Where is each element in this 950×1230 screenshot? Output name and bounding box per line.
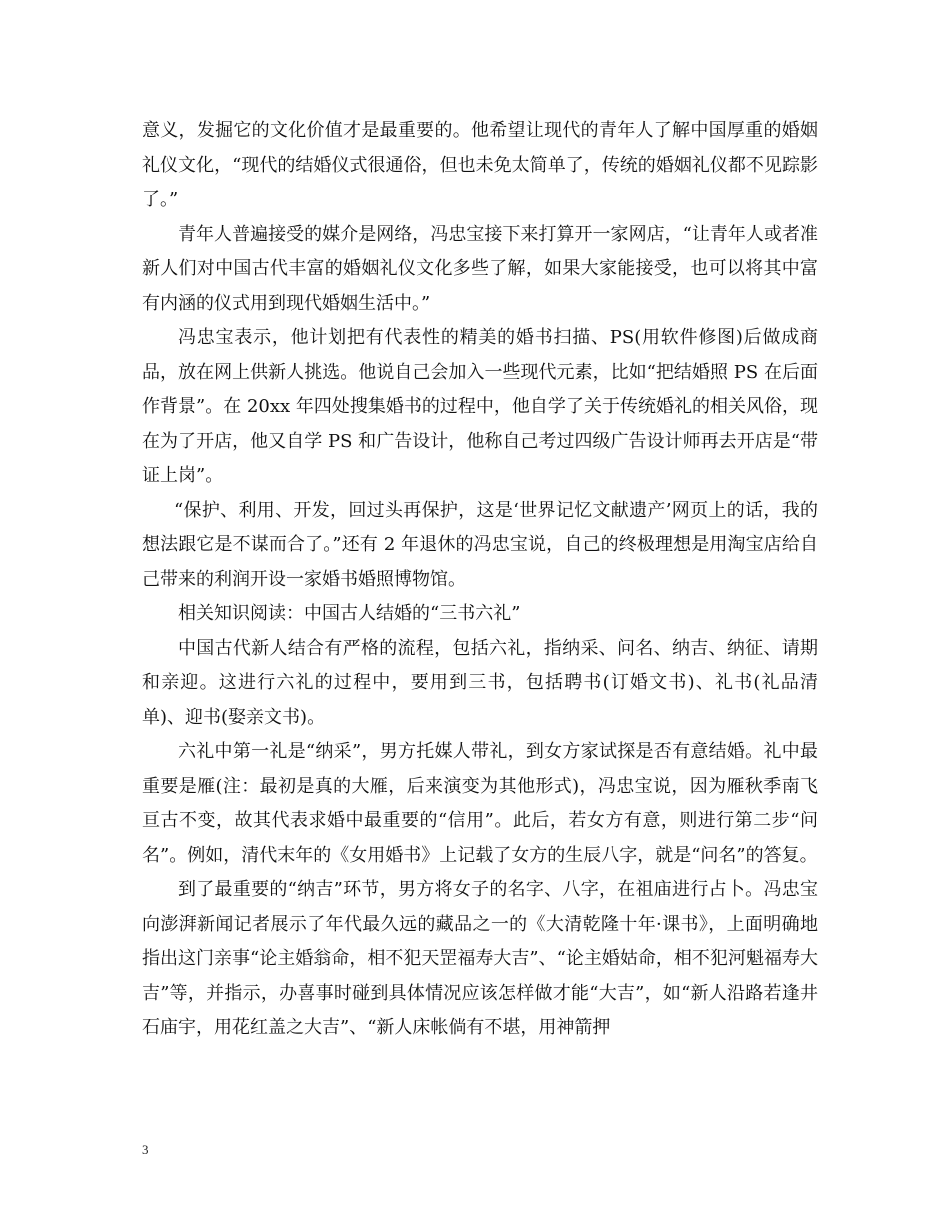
paragraph-nacai: 六礼中第一礼是“纳采”，男方托媒人带礼，到女方家试探是否有意结婚。礼中最重要是雁(注：最初是真的大雁，后来演变为其他形式)，冯忠宝说，因为雁秋季南飞亘古不变，故其代表求婚中最重要的“信用”。此后，若女方有意，则进行第二步“问名”。例如，清代末年的《女用婚书》上记载了女方的生辰八字，就是“问名”的答复。	[142, 741, 818, 866]
paragraph-ps-plan: 冯忠宝表示，他计划把有代表性的精美的婚书扫描、PS(用软件修图)后做成商品，放在网上供新人挑选。他说自己会加入一些现代元素，比如“把结婚照 PS 在后面作背景”。在 20xx 年四处搜集婚书的过程中，他自学了关于传统婚礼的相关风俗，现在为了开店，他又自学 PS 和广告设计，他称自己考过四级广告设计师再去开店是“带证上岗”。	[142, 327, 818, 486]
paragraph-naji: 到了最重要的“纳吉”环节，男方将女子的名字、八字，在祖庙进行占卜。冯忠宝向澎湃新闻记者展示了年代最久远的藏品之一的《大清乾隆十年·课书》，上面明确地指出这门亲事“论主婚翁命，相不犯天罡福寿大吉”、“论主婚姑命，相不犯河魁福寿大吉”等，并指示，办喜事时碰到具体情况应该怎样做才能“大吉”，如“新人沿路若逢井石庙宇，用花红盖之大吉”、“新人床帐倘有不堪，用神箭押	[142, 879, 818, 1038]
paragraph-related-reading: 相关知识阅读：中国古人结婚的“三书六礼”	[178, 603, 521, 624]
paragraph-six-rites: 中国古代新人结合有严格的流程，包括六礼，指纳采、问名、纳吉、纳征、请期和亲迎。这进行六礼的过程中，要用到三书，包括聘书(订婚文书)、礼书(礼品清单)、迎书(娶亲文书)。	[142, 637, 818, 728]
body-text	[142, 114, 818, 1046]
paragraph-online-shop: 青年人普遍接受的媒介是网络，冯忠宝接下来打算开一家网店，“让青年人或者准新人们对中国古代丰富的婚姻礼仪文化多些了解，如果大家能接受，也可以将其中富有内涵的仪式用到现代婚姻生活中。”	[142, 223, 818, 314]
page-number: 3	[142, 1142, 149, 1157]
paragraph-continued: 意义，发掘它的文化价值才是最重要的。他希望让现代的青年人了解中国厚重的婚姻礼仪文化，“现代的结婚仪式很通俗，但也未免太简单了，传统的婚姻礼仪都不见踪影了。”	[142, 120, 818, 210]
paragraph-museum-ideal: “保护、利用、开发，回过头再保护，这是‘世界记忆文献遗产’网页上的话，我的想法跟它是不谋而合了。”还有 2 年退休的冯忠宝说，自己的终极理想是用淘宝店给自己带来的利润开设一家婚书婚照博物馆。	[142, 499, 818, 590]
